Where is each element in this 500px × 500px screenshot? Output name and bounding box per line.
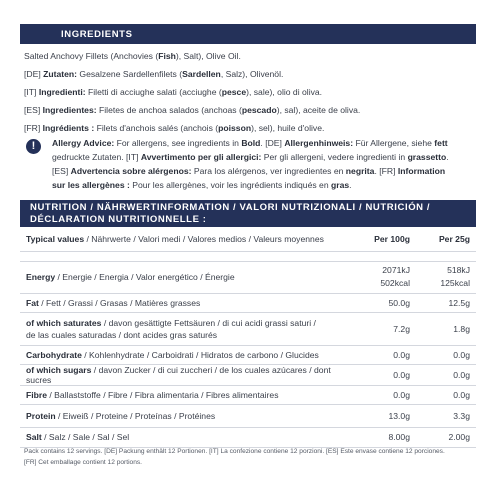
nutrition-header <box>20 200 476 227</box>
fat-per-25g: 12.5g <box>416 293 476 312</box>
fat-label: Fat / Fett / Grassi / Grasas / Matières grasses <box>20 293 354 312</box>
spacer-row <box>20 251 476 261</box>
ingredients-line-fr: [FR] Ingrédients : Filets d'anchois salés (anchois (poisson), sel), huile d'olive. <box>24 123 325 133</box>
table-row-fat <box>20 293 476 312</box>
typical-values-label: Typical values / Nährwerte / Valori medi / Valores medios / Valeurs moyennes <box>20 228 354 251</box>
energy-per-100g: 2071kJ 502kcal <box>354 261 416 293</box>
ingredients-line-de: [DE] Zutaten: Gesalzene Sardellenfilets (Sardellen, Salz), Olivenöl. <box>24 69 284 79</box>
salt-label: Salt / Salz / Sale / Sal / Sel <box>20 427 354 447</box>
sugars-per-100g: 0.0g <box>354 364 416 385</box>
energy-label: Energy / Energie / Energia / Valor energético / Énergie <box>20 261 354 293</box>
nutrition-table <box>20 228 476 448</box>
table-row-energy <box>20 261 476 293</box>
carbohydrate-label: Carbohydrate / Kohlenhydrate / Carboidrati / Hidratos de carbono / Glucides <box>20 345 354 364</box>
col-per-25g: Per 25g <box>416 228 476 251</box>
fat-per-100g: 50.0g <box>354 293 416 312</box>
protein-per-100g: 13.0g <box>354 404 416 427</box>
fibre-per-25g: 0.0g <box>416 385 476 404</box>
table-row-sugars <box>20 364 476 385</box>
servings-note-line1: Pack contains 12 servings. [DE] Packung enthält 12 Portionen. [IT] La confezione contiene 12 porzioni. [ES] Este envase contiene 12 porciones. <box>24 448 445 455</box>
salt-per-100g: 8.00g <box>354 427 416 447</box>
table-row-carbohydrate <box>20 345 476 364</box>
saturates-label: of which saturates / davon gesättigte Fettsäuren / di cui acidi grassi saturi / de las cuales saturadas / dont acides gras saturés <box>20 312 354 345</box>
col-per-100g: Per 100g <box>354 228 416 251</box>
table-row-salt <box>20 427 476 447</box>
fibre-per-100g: 0.0g <box>354 385 416 404</box>
nutrition-header-line2: DÉCLARATION NUTRITIONNELLE : <box>30 214 207 225</box>
sugars-per-25g: 0.0g <box>416 364 476 385</box>
ingredients-line-en: Salted Anchovy Fillets (Anchovies (Fish), Salt), Olive Oil. <box>24 51 241 61</box>
carbohydrate-per-25g: 0.0g <box>416 345 476 364</box>
ingredients-line-it: [IT] Ingredienti: Filetti di acciughe salati (acciughe (pesce), sale), olio di oliva. <box>24 87 323 97</box>
saturates-per-25g: 1.8g <box>416 312 476 345</box>
fibre-label: Fibre / Ballaststoffe / Fibre / Fibra alimentaria / Fibres alimentaires <box>20 385 354 404</box>
salt-per-25g: 2.00g <box>416 427 476 447</box>
nutrition-header-line1: NUTRITION / NÄHRWERTINFORMATION / VALORI NUTRIZIONALI / NUTRICIÓN / <box>30 202 431 213</box>
energy-per-25g: 518kJ 125kcal <box>416 261 476 293</box>
ingredients-line-es: [ES] Ingredientes: Filetes de anchoa salados (anchoas (pescado), sal), aceite de oliva. <box>24 105 361 115</box>
table-row-protein <box>20 404 476 427</box>
carbohydrate-per-100g: 0.0g <box>354 345 416 364</box>
protein-label: Protein / Eiweiß / Proteine / Proteínas / Protéines <box>20 404 354 427</box>
sugars-label: of which sugars / davon Zucker / di cui zuccheri / de los cuales azúcares / dont sucres <box>20 364 354 385</box>
ingredients-header: INGREDIENTS <box>20 24 476 44</box>
servings-note-line2: [FR] Cet emballage contient 12 portions. <box>24 459 143 466</box>
table-row-saturates <box>20 312 476 345</box>
saturates-per-100g: 7.2g <box>354 312 416 345</box>
allergy-advice-text: Allergy Advice: For allergens, see ingredients in Bold. [DE] Allergenhinweis: Für Allergene, siehe fett gedruckte Zutaten. [IT] Avvertimento per gli allergici: Per gli allergeni, vedere ingredienti in grassetto. [ES] Advertencia sobre alérgenos: Para los alérgenos, ver ingredientes en negrita. [FR] Information sur les allergènes : Pour les allergènes, voir les ingrédients indiqués en gras. <box>52 138 449 190</box>
table-header-row <box>20 228 476 251</box>
table-row-fibre <box>20 385 476 404</box>
protein-per-25g: 3.3g <box>416 404 476 427</box>
alert-icon: ! <box>26 139 41 154</box>
